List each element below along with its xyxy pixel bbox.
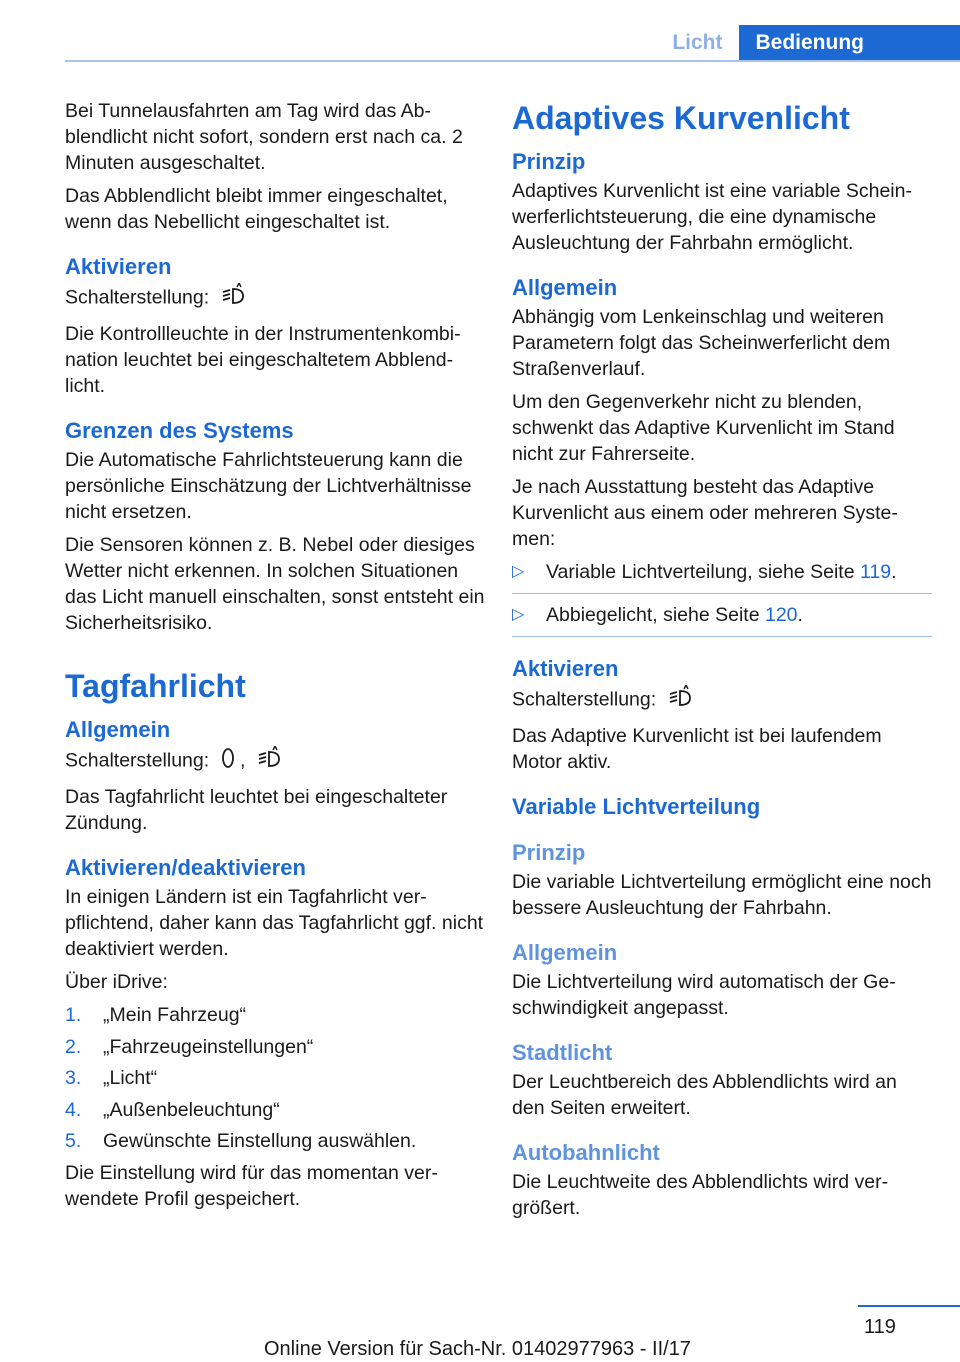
header-rule	[65, 60, 960, 62]
list-item	[65, 1065, 485, 1091]
paragraph: Die Einstellung wird für das momentan verwendete Profil gespeichert.	[65, 1162, 438, 1210]
section-heading-allgemein: Allgemein	[512, 275, 618, 300]
systems-list	[512, 559, 932, 637]
section-heading-allgemein: Allgemein	[65, 717, 171, 742]
bullet-text: Abbiegelicht, siehe Seite	[546, 604, 765, 626]
page-number: 119	[864, 1316, 896, 1338]
list-item	[65, 1002, 485, 1028]
paragraph: Über iDrive:	[65, 971, 168, 993]
triangle-bullet-icon: ▷	[512, 606, 525, 623]
bullet-text: Variable Lichtverteilung, siehe Seite	[546, 561, 860, 583]
auto-headlight-icon	[221, 283, 247, 314]
page-link[interactable]: 119	[860, 561, 892, 583]
list-item	[512, 559, 932, 594]
list-item	[65, 1034, 485, 1060]
tab-licht[interactable]: Licht	[672, 31, 723, 54]
paragraph: Das Adaptive Kurvenlicht ist bei laufendem Motor aktiv.	[512, 725, 882, 773]
paragraph: Die Sensoren können z. B. Nebel oder diesiges Wetter nicht erkennen. In solchen Situationen das Licht manuell einschalten, sonst entsteht ein Sicherheitsrisiko.	[65, 534, 485, 634]
paragraph: Die Lichtverteilung wird automatisch der Geschwindigkeit angepasst.	[512, 971, 896, 1019]
step-text: Gewünschte Einstellung auswählen.	[103, 1130, 417, 1152]
section-heading-aktivieren-deaktivieren: Aktivieren/deaktivieren	[65, 855, 306, 880]
step-text: „Fahrzeugeinstellungen“	[103, 1035, 314, 1058]
paragraph: Das Abblendlicht bleibt immer eingeschaltet, wenn das Nebellicht eingeschaltet ist.	[65, 185, 448, 233]
paragraph: Um den Gegenverkehr nicht zu blenden, schwenkt das Adaptive Kurvenlicht im Stand nicht zur Fahrerseite.	[512, 391, 895, 465]
section-heading-variable-lichtverteilung: Variable Lichtverteilung	[512, 794, 761, 819]
list-item	[65, 1097, 485, 1123]
switch-label: Schalterstellung:	[65, 286, 210, 309]
chapter-title-adaptives-kurvenlicht: Adaptives Kurvenlicht	[512, 100, 850, 136]
switch-position-line	[65, 746, 485, 777]
switch-label: Schalterstellung:	[512, 688, 657, 711]
subheading-stadtlicht: Stadtlicht	[512, 1040, 613, 1065]
paragraph: Die variable Lichtverteilung ermöglicht eine noch bessere Ausleuchtung der Fahrbahn.	[512, 871, 932, 919]
step-number: 3.	[65, 1067, 82, 1089]
bullet-end: .	[891, 561, 897, 583]
paragraph: Die Kontrollleuchte in der Instrumentenkombination leuchtet bei eingeschaltetem Abblendlicht.	[65, 323, 461, 397]
left-column	[65, 98, 485, 1219]
switch-position-line	[65, 283, 485, 314]
list-item	[512, 602, 932, 637]
paragraph: Der Leuchtbereich des Abblendlichts wird an den Seiten erweitert.	[512, 1071, 897, 1119]
section-heading-grenzen: Grenzen des Systems	[65, 418, 294, 443]
paragraph: In einigen Ländern ist ein Tagfahrlicht verpflichtend, daher kann das Tagfahrlicht ggf. nicht deaktiviert werden.	[65, 886, 484, 960]
paragraph: Das Tagfahrlicht leuchtet bei eingeschalteter Zündung.	[65, 786, 448, 834]
step-text: „Mein Fahrzeug“	[103, 1004, 247, 1026]
online-version-footer: Online Version für Sach-Nr. 01402977963 - II/17	[264, 1338, 691, 1360]
light-off-icon	[221, 747, 235, 776]
page-link[interactable]: 120	[764, 604, 798, 626]
step-text: „Außenbeleuchtung“	[103, 1098, 280, 1121]
list-item	[65, 1128, 485, 1154]
subheading-prinzip: Prinzip	[512, 840, 586, 865]
paragraph: Adaptives Kurvenlicht ist eine variable Scheinwerferlichtsteuerung, die eine dynamische Ausleuchtung der Fahrbahn ermöglicht.	[512, 180, 912, 254]
step-text: „Licht“	[103, 1067, 158, 1089]
footer-rule	[858, 1305, 960, 1307]
switch-position-line	[512, 685, 932, 716]
bullet-end: .	[797, 604, 803, 626]
auto-headlight-icon	[668, 685, 694, 716]
section-heading-aktivieren: Aktivieren	[512, 656, 619, 681]
header-tabs	[656, 25, 960, 62]
auto-headlight-icon	[257, 746, 283, 777]
section-heading-aktivieren: Aktivieren	[65, 254, 172, 279]
right-column	[512, 98, 932, 1228]
paragraph: Die Automatische Fahrlichtsteuerung kann die persönliche Einschätzung der Lichtverhältnisse nicht ersetzen.	[65, 449, 472, 523]
subheading-autobahnlicht: Autobahnlicht	[512, 1140, 660, 1165]
step-number: 4.	[65, 1098, 82, 1121]
section-heading-prinzip: Prinzip	[512, 149, 586, 174]
step-number: 2.	[65, 1035, 82, 1058]
chapter-title-tagfahrlicht: Tagfahrlicht	[65, 668, 246, 704]
step-number: 1.	[65, 1004, 82, 1026]
step-number: 5.	[65, 1130, 82, 1152]
subheading-allgemein: Allgemein	[512, 940, 618, 965]
tab-bedienung[interactable]: Bedienung	[739, 25, 960, 62]
paragraph: Je nach Ausstattung besteht das Adaptive Kurvenlicht aus einem oder mehreren Systemen:	[512, 476, 898, 550]
switch-label: Schalterstellung:	[65, 749, 210, 772]
paragraph: Bei Tunnelausfahrten am Tag wird das Abblendlicht nicht sofort, sondern erst nach ca. 2 Minuten ausgeschaltet.	[65, 100, 463, 174]
triangle-bullet-icon: ▷	[512, 563, 525, 580]
paragraph: Die Leuchtweite des Abblendlichts wird vergrößert.	[512, 1171, 889, 1219]
idrive-steps-list	[65, 1002, 485, 1154]
comma: ,	[240, 749, 246, 772]
paragraph: Abhängig vom Lenkeinschlag und weiteren Parametern folgt das Scheinwerferlicht dem Straßenverlauf.	[512, 306, 891, 380]
